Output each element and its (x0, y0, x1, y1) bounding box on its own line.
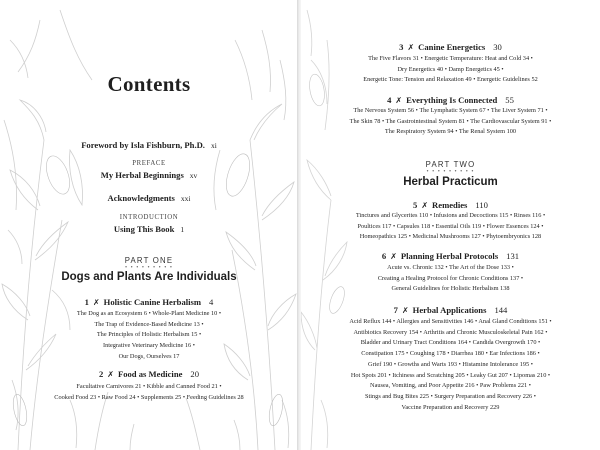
chapter-number: 1 (84, 297, 89, 307)
toc-entry-acknowledgments[interactable] (0, 193, 298, 203)
preface-kicker: PREFACE (132, 160, 166, 167)
chapter-6-sections (301, 263, 600, 295)
toc-chapter-4[interactable] (301, 95, 600, 105)
chapter-title: Remedies (432, 200, 468, 210)
foreword-page: xi (210, 141, 217, 150)
paw-ornament-icon: ✗ (407, 43, 415, 52)
part-two-dots: • • • • • • • • • (426, 169, 475, 175)
section-line: Antibiotics Recovery 154 • Arthritis and Chronic Musculoskeletal Pain 162 • (353, 328, 548, 336)
section-line: Bladder and Urinary Tract Conditions 164 • Candida Overgrowth 170 • (360, 339, 541, 347)
section-line: Homeopathics 125 • Medicinal Mushrooms 127 • Phytoembryonics 128 (359, 233, 542, 241)
section-line: General Guidelines for Holistic Herbalism 138 (391, 285, 510, 293)
section-line: The Trap of Evidence-Based Medicine 13 • (94, 320, 204, 328)
acknowledgments-page: xxi (180, 194, 191, 203)
toc-entry-preface[interactable] (0, 170, 298, 180)
preface-label: My Herbal Beginnings (100, 170, 184, 180)
preface-page: xv (189, 171, 198, 180)
toc-chapter-2[interactable] (0, 369, 298, 379)
chapter-page: 131 (506, 251, 520, 261)
chapter-page: 20 (190, 369, 200, 379)
chapter-7-sections (301, 317, 600, 413)
chapter-title: Food as Medicine (117, 369, 183, 379)
part-two-label: PART TWO (425, 160, 476, 169)
chapter-4-sections (301, 106, 600, 138)
section-line: Nausea, Vomiting, and Poor Appetite 216 • Paw Problems 221 • (370, 382, 531, 390)
section-line: Tinctures and Glycerites 110 • Infusions and Decoctions 115 • Rinses 116 • (355, 212, 546, 219)
left-page (0, 0, 298, 450)
section-line: Creating a Healing Protocol for Chronic Conditions 137 • (377, 274, 524, 282)
part-one-label: PART ONE (124, 256, 174, 265)
part-two-title: Herbal Practicum (403, 176, 498, 188)
paw-ornament-icon: ✗ (390, 252, 397, 261)
section-line: Facultative Carnivores 21 • Kibble and Canned Food 21 • (76, 383, 222, 390)
chapter-page: 110 (475, 200, 488, 210)
chapter-page: 30 (493, 42, 502, 52)
section-line: Acid Reflux 144 • Allergies and Sensitivities 146 • Anal Gland Conditions 151 • (349, 318, 552, 325)
part-one-title: Dogs and Plants Are Individuals (61, 271, 237, 283)
section-line: Hot Spots 201 • Itchiness and Scratching 205 • Leaky Gut 207 • Lipomas 210 • (350, 371, 551, 379)
chapter-title: Herbal Applications (412, 305, 487, 315)
section-line: The Principles of Holistic Herbalism 15 • (96, 331, 202, 339)
chapter-page: 4 (209, 297, 214, 307)
section-line: Acute vs. Chronic 132 • The Art of the Dose 133 • (387, 264, 514, 271)
paw-ornament-icon: ✗ (401, 306, 409, 315)
part-one-dots: • • • • • • • • • (125, 265, 173, 271)
chapter-title: Holistic Canine Herbalism (103, 297, 202, 307)
toc-entry-foreword[interactable] (0, 140, 298, 150)
paw-ornament-icon: ✗ (107, 370, 114, 379)
chapter-page: 55 (505, 95, 514, 105)
chapter-page: 144 (494, 305, 508, 315)
toc-chapter-1[interactable] (0, 297, 298, 307)
paw-ornament-icon: ✗ (92, 298, 100, 307)
paw-ornament-icon: ✗ (395, 96, 403, 105)
chapter-number: 6 (381, 251, 387, 261)
chapter-number: 3 (399, 42, 404, 52)
chapter-1-sections (0, 309, 298, 363)
introduction-page: 1 (180, 225, 185, 234)
chapter-title: Canine Energetics (418, 42, 486, 52)
foreword-label: Foreword by Isla Fishburn, Ph.D. (81, 140, 205, 150)
section-line: The Dog as an Ecosystem 6 • Whole-Plant Medicine 10 • (76, 310, 222, 317)
toc-chapter-6[interactable] (301, 251, 600, 261)
section-line: The Nervous System 56 • The Lymphatic System 67 • The Liver System 71 • (353, 107, 548, 114)
toc-entry-introduction[interactable] (0, 224, 298, 234)
introduction-kicker: INTRODUCTION (119, 214, 179, 221)
chapter-number: 4 (387, 95, 392, 105)
section-line: Constipation 175 • Coughing 178 • Diarrhea 180 • Ear Infections 186 • (361, 350, 540, 358)
section-line: The Respiratory System 94 • The Renal System 100 (384, 128, 517, 136)
toc-chapter-5[interactable] (301, 200, 600, 210)
section-line: Grief 190 • Growths and Warts 193 • Histamine Intolerance 195 • (368, 360, 533, 368)
section-line: Cooked Food 23 • Raw Food 24 • Supplements 25 • Feeding Guidelines 28 (54, 393, 244, 401)
right-page (301, 0, 600, 450)
section-line: Our Dogs, Ourselves 17 (118, 352, 180, 360)
section-line: Stings and Bug Bites 225 • Surgery Preparation and Recovery 226 • (365, 392, 536, 400)
introduction-label: Using This Book (113, 224, 175, 234)
chapter-title: Everything Is Connected (406, 95, 498, 105)
section-line: The Skin 78 • The Gastrointestinal System 81 • The Cardiovascular System 91 • (349, 117, 552, 125)
toc-chapter-7[interactable] (301, 305, 600, 315)
contents-title: Contents (107, 72, 191, 96)
paw-ornament-icon: ✗ (421, 201, 429, 210)
toc-chapter-3[interactable] (301, 42, 600, 52)
chapter-3-sections (301, 54, 600, 86)
chapter-5-sections (301, 211, 600, 243)
acknowledgments-label: Acknowledgments (107, 193, 175, 203)
section-line: Energetic Tone: Tension and Relaxation 49 • Energetic Guidelines 52 (363, 76, 538, 84)
chapter-number: 5 (413, 200, 418, 210)
chapter-number: 2 (98, 369, 104, 379)
chapter-number: 7 (393, 305, 398, 315)
section-line: Dry Energetics 40 • Damp Energetics 45 • (397, 65, 504, 73)
section-line: The Five Flavors 31 • Energetic Temperature: Heat and Cold 34 • (368, 55, 533, 62)
chapter-title: Planning Herbal Protocols (400, 251, 499, 261)
chapter-2-sections (0, 382, 298, 403)
section-line: Vaccine Preparation and Recovery 229 (401, 403, 500, 411)
section-line: Integrative Veterinary Medicine 16 • (103, 342, 195, 350)
section-line: Poultices 117 • Capsules 118 • Essential Oils 119 • Flower Essences 124 • (357, 222, 544, 230)
